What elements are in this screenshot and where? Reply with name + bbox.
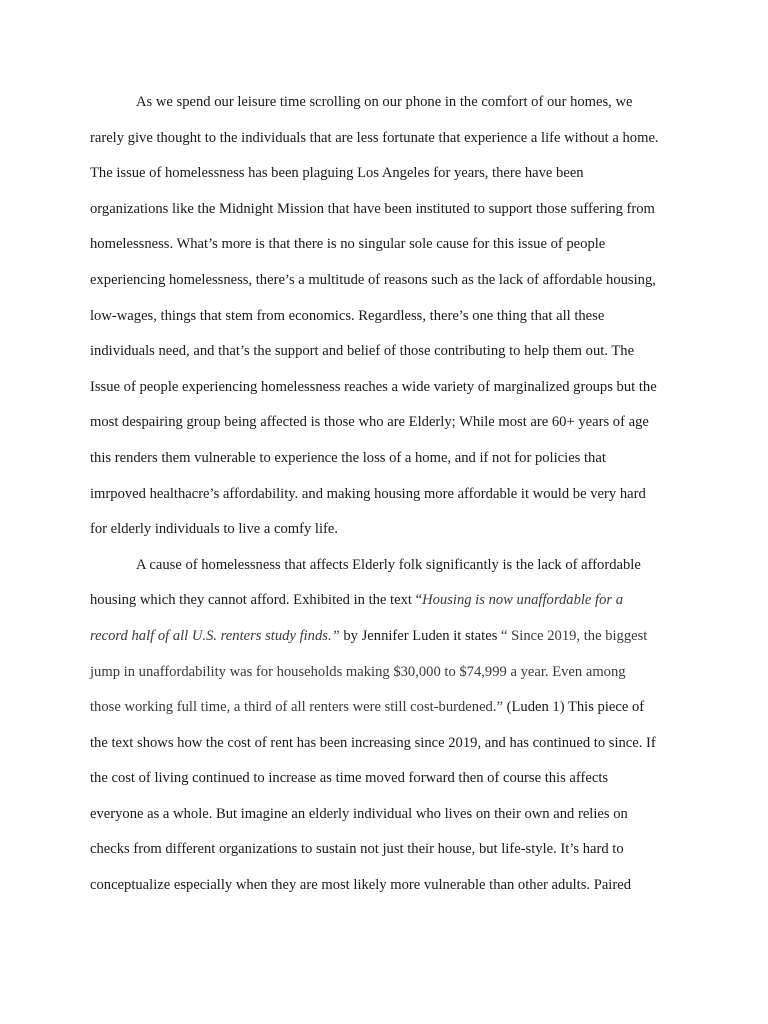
text-run: The issue of homelessness has been plaguing Los Angeles for years, there have been	[90, 165, 584, 182]
text-run: most despairing group being affected is those who are Elderly; While most are 60+ years of age	[90, 414, 649, 431]
text-run: this renders them vulnerable to experience the loss of a home, and if not for policies that	[90, 449, 606, 466]
quoted-text-run: Housing is now unaffordable for a	[422, 592, 624, 609]
text-run: by Jennifer Luden it states	[339, 627, 502, 644]
text-run: experiencing homelessness, there’s a multitude of reasons such as the lack of affordable housing,	[90, 271, 656, 288]
text-run: individuals need, and that’s the support and belief of those contributing to help them out. The	[90, 343, 635, 360]
quoted-text-run: jump in unaffordability was for households making $30,000 to $74,999 a year. Even among	[90, 663, 626, 680]
text-line	[90, 835, 690, 871]
text-run: the text shows how the cost of rent has been increasing since 2019, and has continued to since. If	[90, 734, 656, 751]
text-run: for elderly individuals to live a comfy life.	[90, 521, 339, 538]
text-run: organizations like the Midnight Mission that have been instituted to support those suffering from	[90, 200, 655, 217]
text-line	[90, 88, 690, 124]
quoted-text-run: “ Since 2019, the biggest	[501, 627, 648, 644]
text-line	[90, 515, 690, 551]
paragraph	[90, 88, 690, 551]
text-line	[90, 764, 690, 800]
text-run: low-wages, things that stem from economics. Regardless, there’s one thing that all these	[90, 307, 605, 324]
paragraph	[90, 551, 690, 907]
text-line	[90, 230, 690, 266]
text-line	[90, 373, 690, 409]
text-line	[90, 551, 690, 587]
text-line	[90, 871, 690, 907]
text-line	[90, 302, 690, 338]
quoted-text-run: record half of all U.S. renters study finds.”	[90, 627, 340, 644]
text-line	[90, 480, 690, 516]
essay-body	[90, 88, 690, 907]
text-run: rarely give thought to the individuals that are less fortunate that experience a life without a home.	[90, 129, 659, 146]
text-run: imrpoved healthacre’s affordability. and making housing more affordable it would be very hard	[90, 485, 646, 502]
text-line	[90, 195, 690, 231]
text-run: homelessness. What’s more is that there is no singular sole cause for this issue of people	[90, 236, 606, 253]
text-run: As we spend our leisure time scrolling on our phone in the comfort of our homes, we	[136, 94, 633, 110]
text-run: housing which they cannot afford. Exhibited in the text “	[90, 592, 423, 609]
text-run: Issue of people experiencing homelessness reaches a wide variety of marginalized groups but the	[90, 378, 657, 395]
text-line	[90, 444, 690, 480]
text-run: everyone as a whole. But imagine an elderly individual who lives on their own and relies on	[90, 805, 628, 822]
text-run: (Luden 1) This piece of	[502, 699, 645, 716]
text-line	[90, 124, 690, 160]
text-line	[90, 159, 690, 195]
text-line	[90, 337, 690, 373]
text-run: conceptualize especially when they are most likely more vulnerable than other adults. Paired	[90, 877, 631, 894]
text-line	[90, 266, 690, 302]
text-line	[90, 658, 690, 694]
text-run: A cause of homelessness that affects Elderly folk significantly is the lack of affordable	[136, 556, 641, 573]
text-line	[90, 622, 690, 658]
text-run: checks from different organizations to sustain not just their house, but life-style. It’s hard to	[90, 841, 624, 858]
text-line	[90, 800, 690, 836]
text-line	[90, 729, 690, 765]
text-run: the cost of living continued to increase as time moved forward then of course this affects	[90, 770, 609, 787]
quoted-text-run: those working full time, a third of all renters were still cost-burdened.”	[90, 699, 503, 716]
text-line	[90, 586, 690, 622]
text-line	[90, 693, 690, 729]
text-line	[90, 408, 690, 444]
